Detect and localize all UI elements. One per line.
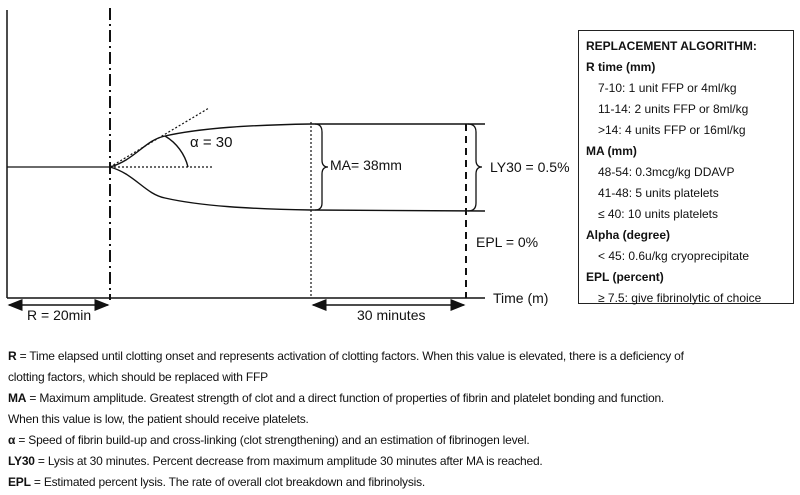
- alpha-label: α = 30: [190, 134, 233, 151]
- definition-ma-cont: When this value is low, the patient should receive platelets.: [8, 412, 309, 426]
- definition-alpha: α = Speed of fibrin build-up and cross-linking (clot strengthening) and an estimation of fibrinogen level.: [8, 433, 530, 447]
- section-heading: MA (mm): [586, 144, 637, 158]
- replacement-algorithm-box: [578, 30, 794, 304]
- definitions: [8, 346, 798, 493]
- definition-epl: EPL = Estimated percent lysis. The rate of overall clot breakdown and fibrinolysis.: [8, 475, 426, 489]
- algorithm-item: 7-10: 1 unit FFP or 4ml/kg: [598, 81, 737, 95]
- ma-label: MA= 38mm: [330, 157, 402, 173]
- section-heading: Alpha (degree): [586, 228, 671, 242]
- algorithm-item: >14: 4 units FFP or 16ml/kg: [598, 123, 746, 137]
- upper-curve: [110, 124, 485, 167]
- definition-r: R = Time elapsed until clotting onset and represents activation of clotting factors. When this value is elevated, there is a deficiency of: [8, 349, 684, 363]
- algorithm-item: ≥ 7.5: give fibrinolytic of choice: [598, 291, 762, 305]
- alpha-arc: [165, 136, 188, 167]
- definition-ma: MA = Maximum amplitude. Greatest strength of clot and a direct function of properties of fibrin and platelet bonding and function.: [8, 391, 665, 405]
- epl-label: EPL = 0%: [476, 234, 539, 250]
- r-time-label: R = 20min: [27, 307, 92, 323]
- section-heading: R time (mm): [586, 60, 656, 74]
- ly30-label: LY30 = 0.5%: [490, 159, 570, 175]
- section-heading: EPL (percent): [586, 270, 664, 284]
- algorithm-item: 11-14: 2 units FFP or 8ml/kg: [598, 102, 749, 116]
- algorithm-item: 41-48: 5 units platelets: [598, 186, 719, 200]
- time-axis-label: Time (m): [493, 290, 549, 306]
- lower-curve: [110, 167, 485, 211]
- algorithm-item: < 45: 0.6u/kg cryoprecipitate: [598, 249, 750, 263]
- definition-r-cont: clotting factors, which should be replaced with FFP: [8, 370, 268, 384]
- definition-ly30: LY30 = Lysis at 30 minutes. Percent decrease from maximum amplitude 30 minutes after MA is reached.: [8, 454, 543, 468]
- algorithm-item: ≤ 40: 10 units platelets: [598, 207, 718, 221]
- thirty-minutes-label: 30 minutes: [357, 307, 426, 323]
- algorithm-item: 48-54: 0.3mcg/kg DDAVP: [598, 165, 735, 179]
- algorithm-title: REPLACEMENT ALGORITHM:: [586, 39, 757, 53]
